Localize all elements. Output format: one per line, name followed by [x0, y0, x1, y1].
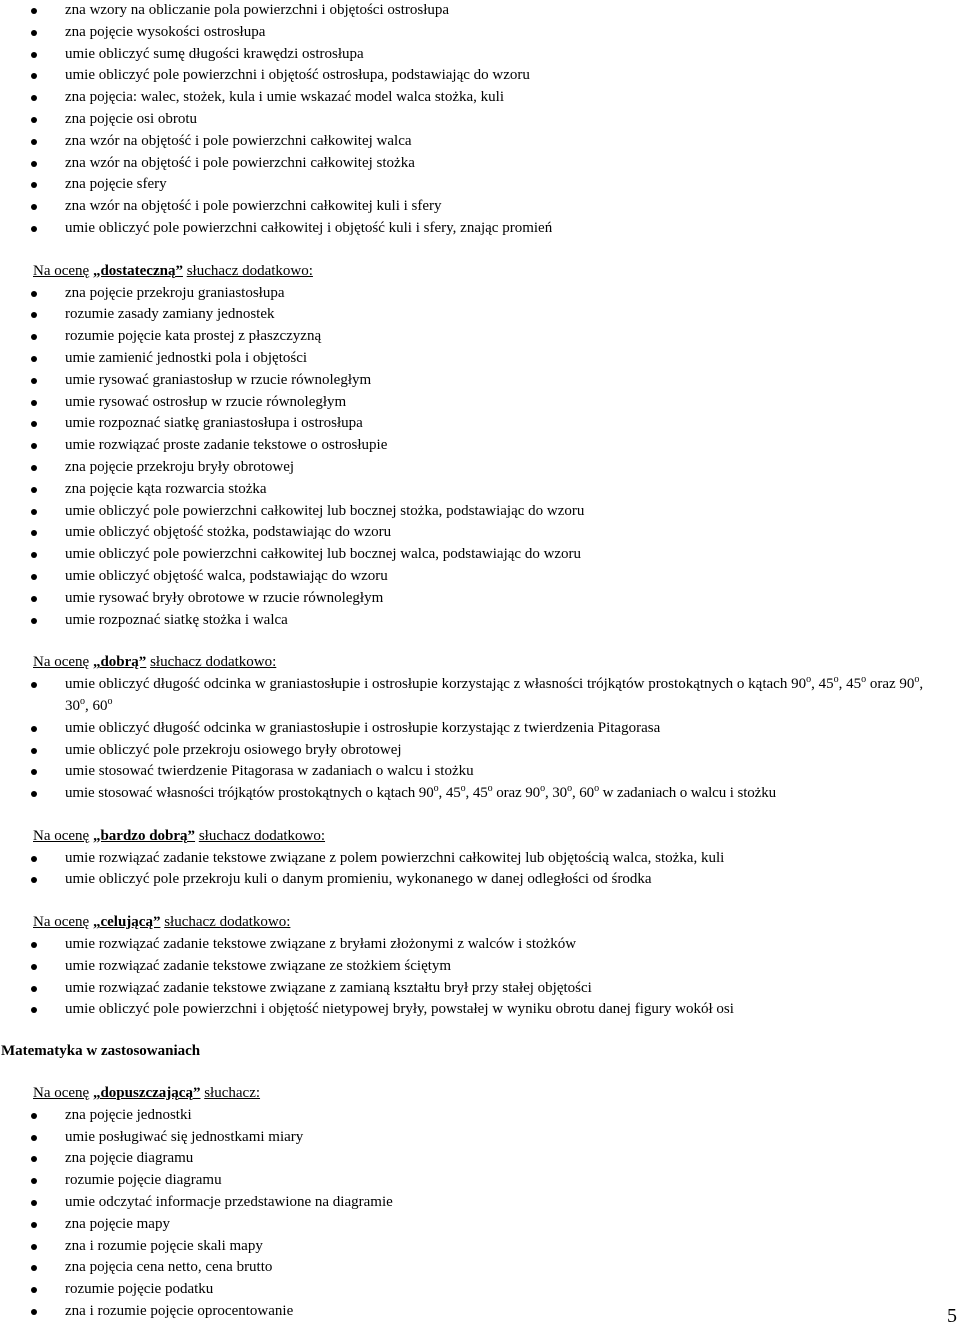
list-dopuszczajaca	[0, 1105, 960, 1323]
list-item: umie obliczyć pole przekroju kuli o danym promieniu, wykonanego w danej odległości od środka	[0, 869, 960, 891]
heading-suffix: słuchacz:	[204, 1085, 261, 1102]
list-item: zna pojęcie wysokości ostrosłupa	[0, 22, 960, 44]
list-item: zna pojęcie diagramu	[0, 1148, 960, 1170]
section-title: Matematyka w zastosowaniach	[1, 1043, 201, 1060]
list-item: umie rysować bryły obrotowe w rzucie równoległym	[0, 588, 960, 610]
list-item: umie rozwiązać zadanie tekstowe związane z zamianą kształtu brył przy stałej objętości	[0, 978, 960, 1000]
list-item: umie odczytać informacje przedstawione na diagramie	[0, 1192, 960, 1214]
list-top	[0, 0, 960, 240]
grade-name: „dostateczną”	[92, 262, 183, 279]
heading-suffix: słuchacz dodatkowo:	[186, 262, 313, 279]
page-number: 5	[947, 1305, 957, 1327]
list-dobra	[0, 674, 960, 805]
grade-heading-celujaca	[0, 912, 960, 934]
grade-name: „bardzo dobrą”	[92, 827, 196, 844]
list-item: zna pojęcie przekroju graniastosłupa	[0, 283, 960, 305]
list-item: umie obliczyć pole powierzchni całkowitej lub bocznej walca, podstawiając do wzoru	[0, 544, 960, 566]
list-item: zna pojęcie jednostki	[0, 1105, 960, 1127]
list-item: umie rozpoznać siatkę graniastosłupa i ostrosłupa	[0, 413, 960, 435]
list-item: zna wzór na objętość i pole powierzchni całkowitej walca	[0, 131, 960, 153]
list-item: umie obliczyć długość odcinka w graniastosłupie i ostrosłupie korzystając z twierdzenia Pitagorasa	[0, 718, 960, 740]
list-item: rozumie zasady zamiany jednostek	[0, 304, 960, 326]
list-item: rozumie pojęcie podatku	[0, 1279, 960, 1301]
grade-heading-bardzo-dobra	[0, 826, 960, 848]
heading-suffix: słuchacz dodatkowo:	[198, 827, 326, 844]
grade-heading-dobra	[0, 652, 960, 674]
grade-name: „dobrą”	[92, 654, 147, 671]
list-item: umie obliczyć objętość walca, podstawiając do wzoru	[0, 566, 960, 588]
list-item: umie obliczyć sumę długości krawędzi ostrosłupa	[0, 44, 960, 66]
heading-suffix: słuchacz dodatkowo:	[150, 654, 277, 671]
list-dostateczna	[0, 283, 960, 632]
list-item: umie obliczyć pole powierzchni i objętość ostrosłupa, podstawiając do wzoru	[0, 65, 960, 87]
list-item: zna pojęcie kąta rozwarcia stożka	[0, 479, 960, 501]
list-item: zna wzory na obliczanie pola powierzchni i objętości ostrosłupa	[0, 0, 960, 22]
list-item: umie posługiwać się jednostkami miary	[0, 1127, 960, 1149]
list-item: umie rysować ostrosłup w rzucie równoległym	[0, 392, 960, 414]
heading-suffix: słuchacz dodatkowo:	[164, 914, 291, 931]
list-item: zna pojęcie mapy	[0, 1214, 960, 1236]
list-bardzo-dobra	[0, 848, 960, 892]
list-celujaca	[0, 934, 960, 1021]
list-item: rozumie pojęcie kata prostej z płaszczyzną	[0, 326, 960, 348]
list-item: zna pojęcie sfery	[0, 174, 960, 196]
heading-prefix: Na ocenę	[33, 654, 90, 671]
list-item: umie rozwiązać zadanie tekstowe związane z bryłami złożonymi z walców i stożków	[0, 934, 960, 956]
list-item: zna pojęcia cena netto, cena brutto	[0, 1257, 960, 1279]
grade-heading-dostateczna	[0, 261, 960, 283]
list-item: zna pojęcia: walec, stożek, kula i umie wskazać model walca stożka, kuli	[0, 87, 960, 109]
list-item: umie obliczyć długość odcinka w graniastosłupie i ostrosłupie korzystając z własności trójkątów prostokątnych o kątach 90$^o$, 45$^o$, 45$^o$ oraz 90$^o$, 30$^o$, 60$^o$	[0, 674, 960, 718]
grade-name: „celującą”	[92, 914, 161, 931]
list-item: umie rozpoznać siatkę stożka i walca	[0, 610, 960, 632]
list-item: umie obliczyć pole powierzchni całkowitej lub bocznej stożka, podstawiając do wzoru	[0, 501, 960, 523]
list-item: zna wzór na objętość i pole powierzchni całkowitej kuli i sfery	[0, 196, 960, 218]
list-item: umie obliczyć objętość stożka, podstawiając do wzoru	[0, 522, 960, 544]
list-item: umie rysować graniastosłup w rzucie równoległym	[0, 370, 960, 392]
heading-prefix: Na ocenę	[33, 827, 90, 844]
list-item: zna pojęcie osi obrotu	[0, 109, 960, 131]
heading-prefix: Na ocenę	[33, 914, 90, 931]
list-item: umie stosować własności trójkątów prostokątnych o kątach 90$^o$, 45$^o$, 45$^o$ oraz 90$^o$, 30$^o$, 60$^o$ w zadaniach o walcu i stożku	[0, 783, 960, 805]
list-item: zna i rozumie pojęcie oprocentowanie	[0, 1301, 960, 1323]
list-item: umie rozwiązać zadanie tekstowe związane z polem powierzchni całkowitej lub objętością walca, stożka, kuli	[0, 848, 960, 870]
list-item: umie stosować twierdzenie Pitagorasa w zadaniach o walcu i stożku	[0, 761, 960, 783]
list-item: umie obliczyć pole powierzchni całkowitej i objętość kuli i sfery, znając promień	[0, 218, 960, 240]
heading-prefix: Na ocenę	[33, 1085, 90, 1102]
heading-prefix: Na ocenę	[33, 262, 90, 279]
list-item: zna pojęcie przekroju bryły obrotowej	[0, 457, 960, 479]
grade-heading-dopuszczajaca	[0, 1083, 960, 1105]
list-item: umie obliczyć pole powierzchni i objętość nietypowej bryły, powstałej w wyniku obrotu danej figury wokół osi	[0, 999, 960, 1021]
list-item: umie zamienić jednostki pola i objętości	[0, 348, 960, 370]
list-item: umie obliczyć pole przekroju osiowego bryły obrotowej	[0, 740, 960, 762]
list-item: zna i rozumie pojęcie skali mapy	[0, 1236, 960, 1258]
list-item: umie rozwiązać zadanie tekstowe związane ze stożkiem ściętym	[0, 956, 960, 978]
list-item: zna wzór na objętość i pole powierzchni całkowitej stożka	[0, 153, 960, 175]
list-item: umie rozwiązać proste zadanie tekstowe o ostrosłupie	[0, 435, 960, 457]
list-item: rozumie pojęcie diagramu	[0, 1170, 960, 1192]
grade-name: „dopuszczającą”	[92, 1085, 201, 1102]
